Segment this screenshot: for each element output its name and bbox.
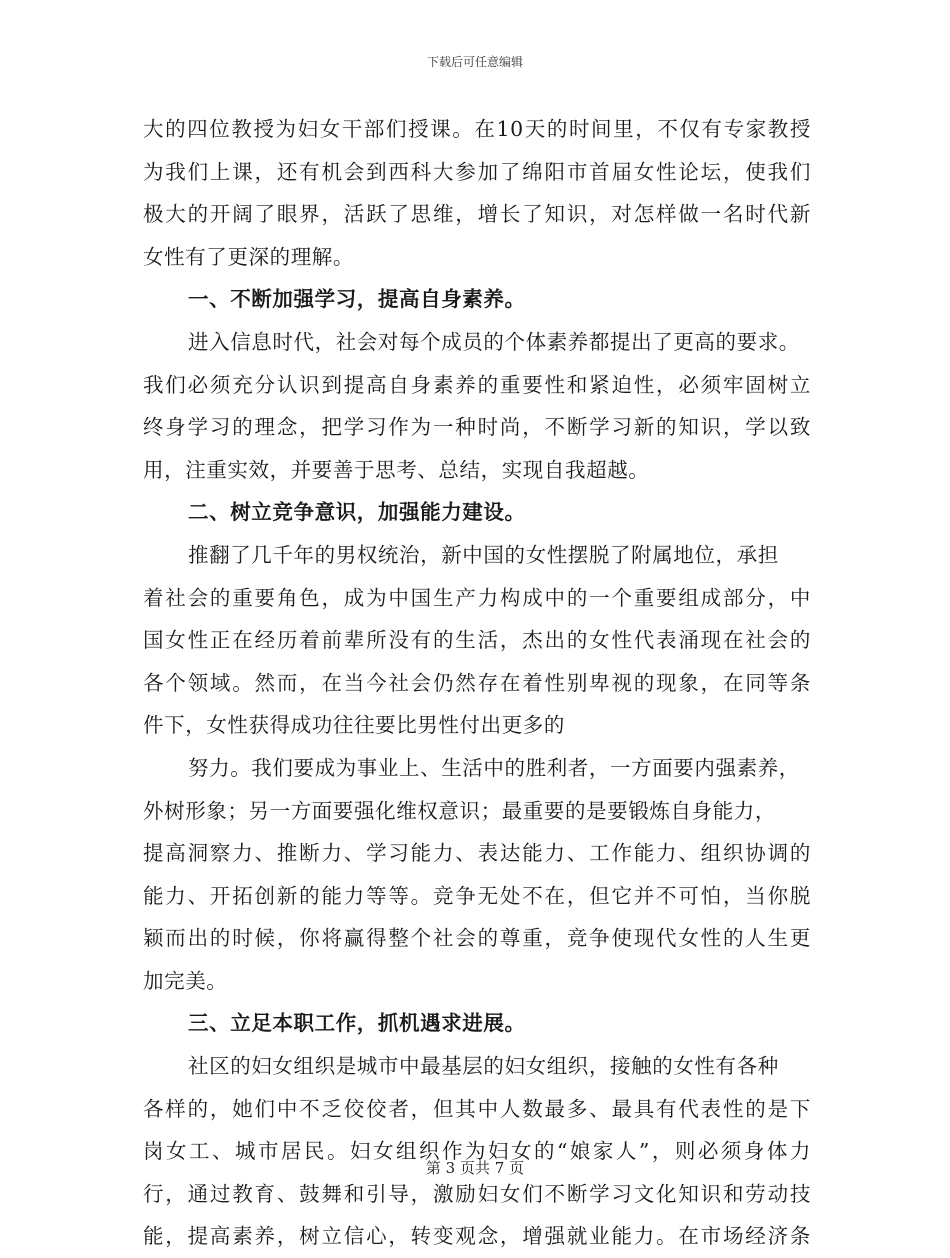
paragraph-line: 进入信息时代，社会对每个成员的个体素养都提出了更高的要求。	[188, 329, 800, 354]
paragraph-line: 能力、开拓创新的能力等等。竞争无处不在，但它并不可怕，当你脱	[143, 883, 811, 908]
paragraph-line: 提高洞察力、推断力、学习能力、表达能力、工作能力、组织协调的	[143, 841, 811, 866]
paragraph-line: 件下，女性获得成功往往要比男性付出更多的	[143, 713, 565, 738]
paragraph-line: 为我们上课，还有机会到西科大参加了绵阳市首届女性论坛，使我们	[143, 159, 811, 184]
paragraph-line: 各个领域。然而，在当今社会仍然存在着性别卑视的现象，在同等条	[143, 670, 811, 695]
paragraph-line: 加完美。	[143, 968, 228, 993]
paragraph-line: 着社会的重要角色，成为中国生产力构成中的一个重要组成部分，中	[143, 585, 811, 610]
section-heading: 二、树立竞争意识，加强能力建设。	[188, 500, 526, 525]
paragraph-line: 行，通过教育、鼓舞和引导，激励妇女们不断学习文化知识和劳动技	[143, 1181, 811, 1206]
paragraph-line: 能，提高素养，树立信心，转变观念，增强就业能力。在市场经济条	[143, 1224, 811, 1249]
paragraph-line: 女性有了更深的理解。	[143, 244, 354, 269]
paragraph-line: 我们必须充分认识到提高自身素养的重要性和紧迫性，必须牢固树立	[143, 372, 811, 397]
paragraph-line: 颖而出的时候，你将赢得整个社会的尊重，竞争使现代女性的人生更	[143, 926, 811, 951]
page-header: 下载后可任意编辑	[426, 55, 523, 69]
section-heading: 三、立足本职工作，抓机遇求进展。	[188, 1011, 526, 1036]
page-footer: 第 3 页共 7 页	[425, 1159, 525, 1177]
paragraph-line: 用，注重实效，并要善于思考、总结，实现自我超越。	[143, 457, 650, 482]
paragraph-line: 各样的，她们中不乏佼佼者，但其中人数最多、最具有代表性的是下	[143, 1096, 811, 1121]
paragraph-line: 岗女工、城市居民。妇女组织作为妇女的“娘家人”，则必须身体力	[143, 1139, 811, 1164]
paragraph-line: 努力。我们要成为事业上、生活中的胜利者，一方面要内强素养，	[188, 755, 800, 780]
paragraph-line: 推翻了几千年的男权统治，新中国的女性摆脱了附属地位，承担	[188, 542, 779, 567]
section-heading: 一、不断加强学习，提高自身素养。	[188, 287, 526, 312]
paragraph-line: 国女性正在经历着前辈所没有的生活，杰出的女性代表涌现在社会的	[143, 628, 811, 653]
paragraph-line: 终身学习的理念，把学习作为一种时尚，不断学习新的知识，学以致	[143, 415, 811, 440]
paragraph-line: 外树形象；另一方面要强化维权意识；最重要的是要锻炼自身能力，	[143, 798, 776, 823]
paragraph-line: 社区的妇女组织是城市中最基层的妇女组织，接触的女性有各种	[188, 1054, 779, 1079]
paragraph-line: 极大的开阔了眼界，活跃了思维，增长了知识，对怎样做一名时代新	[143, 202, 811, 227]
paragraph-line: 大的四位教授为妇女干部们授课。在10天的时间里，不仅有专家教授	[143, 117, 811, 141]
document-body	[143, 108, 811, 1258]
